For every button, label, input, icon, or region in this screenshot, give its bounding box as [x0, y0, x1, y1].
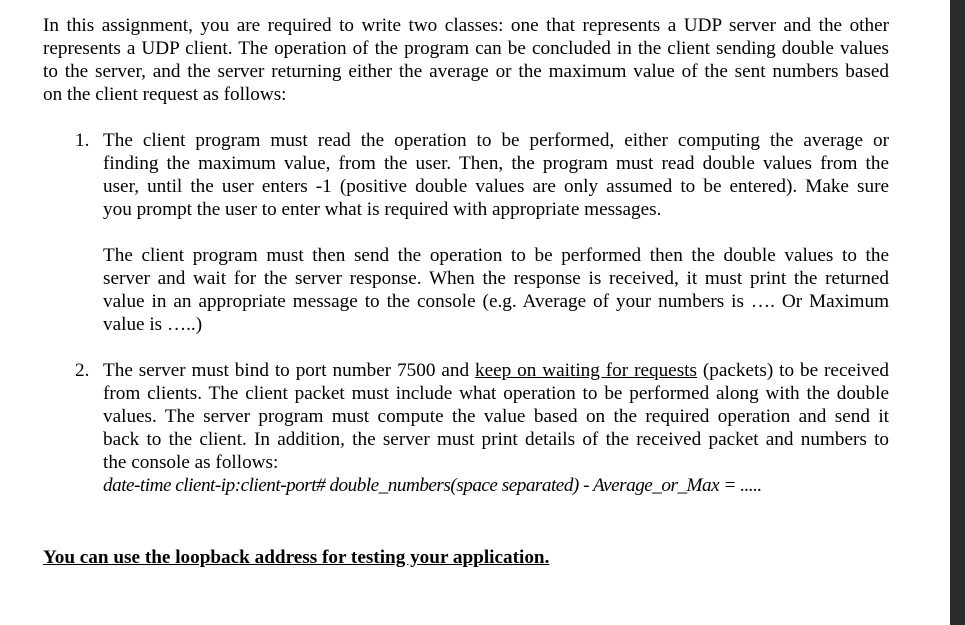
intro-line: on the client request as follows:: [43, 84, 287, 105]
text: The server must bind to port number 7500 and: [103, 360, 476, 381]
item1-line: The client program must read the operation to be performed, either computing the average or: [103, 130, 889, 151]
list-number: 1.: [75, 130, 90, 151]
item2-line: values. The server program must compute the value based on the required operation and send it: [103, 406, 889, 427]
list-number: 2.: [75, 360, 90, 381]
item1-line: value is …..): [103, 314, 203, 335]
item1-line: user, until the user enters -1 (positive double values are only assumed to be entered). Make sure: [103, 176, 889, 197]
text: (packets) to be received: [696, 360, 890, 381]
item2-line: the console as follows:: [103, 452, 279, 473]
item1-line: server and wait for the server response. When the response is received, it must print the returned: [103, 268, 889, 289]
item1-line: The client program must then send the operation to be performed then the double values to the: [103, 245, 889, 266]
output-format: date-time client-ip:client-port# double_numbers(space separated) - Average_or_Max = .....: [103, 475, 762, 496]
item1-line: you prompt the user to enter what is required with appropriate messages.: [103, 199, 662, 220]
item1-line: finding the maximum value, from the user. Then, the program must read double values from the: [103, 153, 889, 174]
intro-line: In this assignment, you are required to write two classes: one that represents a UDP server and the other: [43, 15, 889, 36]
item2-line: [103, 359, 889, 382]
footer-note: You can use the loopback address for testing your application.: [43, 547, 550, 568]
scrollbar[interactable]: [950, 0, 965, 625]
item2-line: from clients. The client packet must include what operation to be performed along with the double: [103, 383, 889, 404]
item2-line: back to the client. In addition, the server must print details of the received packet and numbers to: [103, 429, 889, 450]
underlined-text: keep on waiting for requests: [475, 360, 697, 381]
intro-line: represents a UDP client. The operation of the program can be concluded in the client sending double values: [43, 38, 889, 59]
intro-line: to the server, and the server returning either the average or the maximum value of the sent numbers based: [43, 61, 889, 82]
item1-line: value in an appropriate message to the console (e.g. Average of your numbers is …. Or Maximum: [103, 291, 889, 312]
